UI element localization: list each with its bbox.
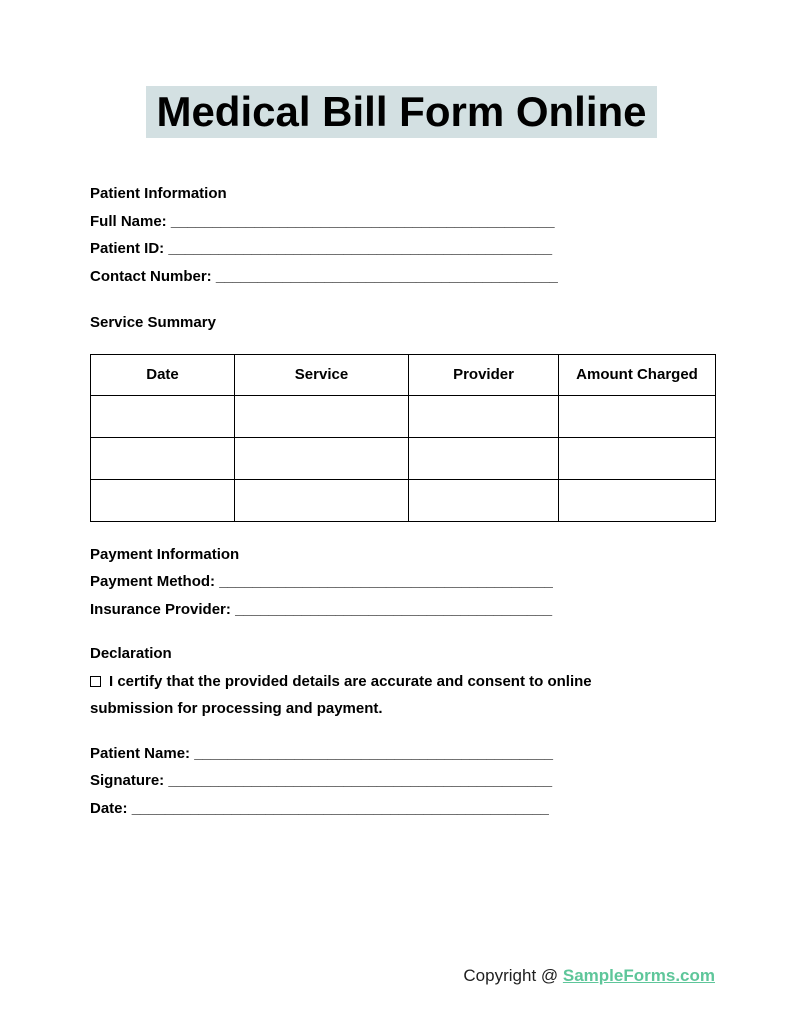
table-cell bbox=[91, 479, 235, 521]
signature-label: Signature: bbox=[90, 772, 165, 789]
signature-field bbox=[90, 767, 715, 795]
contact-number-blank: _________________________________________ bbox=[215, 267, 558, 285]
table-cell bbox=[235, 437, 409, 479]
page-title: Medical Bill Form Online bbox=[146, 86, 656, 138]
certify-checkbox-icon[interactable] bbox=[90, 676, 101, 687]
table-row bbox=[91, 437, 716, 479]
table-header-service: Service bbox=[235, 354, 409, 395]
patient-name-field bbox=[90, 740, 715, 768]
insurance-provider-blank: ______________________________________ bbox=[235, 600, 553, 618]
sampleforms-link[interactable]: SampleForms.com bbox=[562, 966, 715, 985]
table-cell bbox=[559, 479, 716, 521]
patient-id-blank: ______________________________________________ bbox=[168, 240, 553, 257]
date-field bbox=[90, 795, 715, 823]
date-blank: __________________________________________________ bbox=[131, 799, 549, 817]
contact-number-field bbox=[90, 263, 715, 291]
section-heading-payment-information: Payment Information bbox=[90, 545, 240, 563]
section-heading-service-summary: Service Summary bbox=[90, 314, 216, 331]
table-header-provider: Provider bbox=[409, 354, 559, 395]
declaration-text-line1: I certify that the provided details are accurate and consent to online bbox=[109, 672, 592, 690]
table-cell bbox=[559, 437, 716, 479]
patient-id-field bbox=[90, 235, 715, 263]
table-cell bbox=[559, 395, 716, 437]
footer bbox=[463, 966, 715, 986]
table-header-date: Date bbox=[91, 354, 235, 395]
table-cell bbox=[409, 437, 559, 479]
patient-id-label: Patient ID: bbox=[90, 240, 165, 257]
section-heading-declaration: Declaration bbox=[90, 645, 172, 662]
table-cell bbox=[409, 479, 559, 521]
table-cell bbox=[409, 395, 559, 437]
table-cell bbox=[91, 395, 235, 437]
declaration-text-line2: submission for processing and payment. bbox=[90, 700, 383, 717]
table-header-amount-charged: Amount Charged bbox=[559, 354, 716, 395]
patient-name-blank: ___________________________________________ bbox=[194, 744, 553, 762]
declaration-line-2 bbox=[90, 695, 715, 723]
section-heading-patient-information: Patient Information bbox=[90, 185, 227, 202]
table-cell bbox=[235, 479, 409, 521]
form-content bbox=[90, 180, 715, 822]
table-row bbox=[91, 479, 716, 521]
table-cell bbox=[91, 437, 235, 479]
payment-method-label: Payment Method: bbox=[90, 573, 216, 590]
insurance-provider-field bbox=[90, 596, 715, 624]
payment-method-blank: ________________________________________ bbox=[219, 573, 553, 590]
contact-number-label: Contact Number: bbox=[90, 267, 212, 285]
table-cell bbox=[235, 395, 409, 437]
table-row bbox=[91, 395, 716, 437]
service-summary-table bbox=[90, 354, 716, 522]
full-name-field bbox=[90, 208, 715, 236]
copyright-text: Copyright @ bbox=[463, 966, 559, 985]
signature-blank: ______________________________________________ bbox=[168, 772, 553, 789]
payment-method-field bbox=[90, 568, 715, 596]
insurance-provider-label: Insurance Provider: bbox=[90, 600, 231, 618]
full-name-blank: ______________________________________________ bbox=[170, 212, 555, 230]
title-wrap bbox=[0, 0, 803, 138]
full-name-label: Full Name: bbox=[90, 212, 167, 230]
table-header-row bbox=[91, 354, 716, 395]
declaration-line-1 bbox=[90, 668, 715, 696]
date-label: Date: bbox=[90, 799, 128, 817]
patient-name-label: Patient Name: bbox=[90, 744, 191, 762]
signature-block bbox=[90, 740, 715, 823]
